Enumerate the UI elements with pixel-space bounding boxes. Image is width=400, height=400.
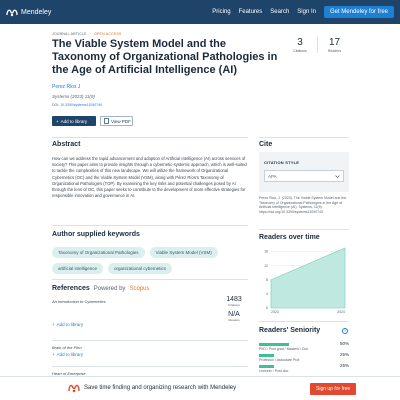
banner-text: Save time finding and organizing research with Mendeley (84, 385, 237, 391)
seniority-percent: 25% (339, 352, 349, 357)
x-tick-label: 2023 (271, 310, 279, 314)
reference-readers-label: Readers (228, 318, 240, 322)
seniority-bar (259, 354, 274, 357)
seniority-row (259, 354, 349, 362)
mendeley-logo[interactable] (6, 8, 51, 17)
abstract-heading: Abstract (52, 141, 81, 148)
reference-citation-label: Citations (228, 303, 240, 307)
open-access-badge: OPEN ACCESS (94, 32, 122, 36)
plus-icon: + (52, 322, 55, 327)
mendeley-logo-icon (68, 383, 80, 393)
plus-icon: + (52, 352, 55, 357)
add-to-library-label: Add to library (60, 118, 88, 124)
divider (52, 137, 248, 138)
reference-add-button[interactable] (52, 322, 248, 327)
keyword-list (52, 247, 248, 274)
reference-title[interactable]: Brain of the Firm (52, 345, 82, 350)
reference-citation-count: 1483 (226, 296, 242, 303)
cite-heading: Cite (259, 141, 273, 148)
readers-chart (259, 244, 349, 316)
doi-label: DOI: (52, 103, 60, 107)
reference-add-button[interactable] (52, 352, 248, 357)
divider (259, 321, 349, 322)
plus-icon: + (56, 118, 59, 124)
keywords-heading: Author supplied keywords (52, 231, 140, 238)
seniority-heading: Readers' Seniority (259, 327, 321, 334)
sign-up-button[interactable]: Sign up for free (310, 383, 356, 395)
reference-title[interactable]: Heart of Enterprise (52, 371, 86, 376)
seniority-row (259, 343, 349, 351)
chevron-down-icon (335, 175, 340, 178)
citations-stat (283, 37, 317, 53)
get-mendeley-button[interactable]: Get Mendeley for free (324, 6, 394, 18)
view-pdf-button[interactable] (100, 116, 133, 126)
seniority-row (259, 365, 349, 373)
citation-style-select[interactable] (264, 170, 344, 182)
article-meta: JOURNAL ARTICLE · OPEN ACCESS (52, 32, 122, 36)
powered-by-label: Powered by (93, 286, 126, 292)
references-title: References (52, 285, 90, 292)
doi-line (52, 103, 102, 107)
keyword-tag[interactable]: artificial intelligence (52, 263, 103, 274)
article-type: JOURNAL ARTICLE (52, 32, 87, 36)
nav-pricing[interactable]: Pricing (212, 9, 231, 15)
reference-item (52, 296, 248, 327)
keyword-tag[interactable]: Viable System Model (VSM) (150, 247, 218, 258)
nav-sign-in[interactable]: Sign In (297, 9, 316, 15)
reference-add-label: Add to library (56, 322, 84, 327)
add-to-library-button[interactable] (52, 116, 96, 126)
seniority-percent: 50% (339, 341, 349, 346)
y-tick-label: 8 (266, 277, 268, 282)
y-tick-label: 0 (266, 306, 268, 311)
keyword-tag[interactable]: organizational cybernetics (108, 263, 172, 274)
doi-link[interactable]: 10.3390/systems11090749 (60, 103, 102, 107)
top-navbar (0, 0, 400, 24)
readers-chart-heading: Readers over time (259, 234, 320, 241)
y-tick-label: 4 (266, 292, 268, 297)
article-stats (283, 37, 351, 53)
brand-name: Mendeley (21, 8, 52, 16)
scopus-link[interactable]: Scopus (129, 286, 150, 292)
readers-chart-svg (259, 244, 349, 316)
divider (52, 279, 248, 280)
seniority-label: Professor / Associate Prof. (259, 358, 301, 362)
seniority-label: PhD / Post grad / Masters / Doc (259, 347, 309, 351)
seniority-bar (259, 365, 274, 368)
keyword-tag[interactable]: Taxonomy of Organizational Pathologies (52, 247, 145, 258)
citation-style-label: CITATION STYLE (264, 160, 300, 165)
x-tick-label: 2024 (337, 310, 345, 314)
divider (52, 225, 248, 226)
mendeley-logo-icon (6, 8, 18, 17)
reference-readers-count: N/A (228, 311, 240, 318)
y-tick-label: 12 (264, 263, 268, 268)
reference-item (52, 345, 248, 357)
seniority-percent: 25% (339, 363, 349, 368)
readers-area-series (271, 248, 345, 308)
article-title: The Viable System Model and the Taxonomy of Organizational Pathologies in the Age of Artificial Intelligence (AI) (52, 38, 278, 76)
reference-readers (220, 311, 248, 322)
seniority-label: Lecturer / Post doc (259, 369, 289, 373)
seniority-bar (259, 343, 289, 346)
reference-title[interactable]: An Introduction to Cybernetics (52, 299, 106, 304)
divider (259, 229, 349, 230)
view-pdf-label: View PDF (111, 118, 131, 124)
citations-count: 3 (297, 37, 303, 48)
author-link[interactable]: Perez Rios J (52, 84, 81, 90)
citations-label: Citations (293, 49, 307, 53)
readers-label: Readers (327, 49, 342, 53)
nav-features[interactable]: Features (238, 9, 263, 15)
y-tick-label: 16 (264, 249, 268, 254)
reference-add-label: Add to library (56, 352, 84, 357)
divider (52, 340, 248, 341)
help-icon[interactable]: ? (343, 328, 347, 333)
divider (259, 137, 349, 138)
divider (52, 366, 248, 367)
citation-text: Perez Rios, J. (2023). The Viable System Model and the Taxonomy of Organizational Pathologies in the Age of Artificial Intelligence (AI). Systems, 11(9). https://doi.org/10.3390/systems11090749 (259, 196, 347, 214)
readers-stat (317, 37, 351, 53)
references-heading (52, 285, 149, 292)
signup-banner (0, 376, 400, 400)
article-actions (52, 116, 133, 126)
nav-search[interactable]: Search (270, 9, 290, 15)
readers-count: 17 (328, 37, 341, 48)
citation-style-value: APA (268, 173, 277, 179)
abstract-text: How can we address the rapid advancement and adoption of Artificial Intelligence (AI) across services of society? This paper aims to provide insights through a cybernetic-systemic approach, which is well-suited to tackle the complexities of this new landscape. We will utilize the framework of Organizational Cybernetics (OC) and the Viable System Model (VSM), along with Pérez Ríos's Taxonomy of Organizational Pathologies (TOP). By examining the key risks and potential challenges posed by AI through the lens of OC, this paper seeks to contribute to the development of more effective strategies for responsible innovation and governance in AI. (52, 156, 247, 199)
journal-info: Systems (2023) 11(9) (52, 94, 95, 99)
reference-citations (220, 296, 248, 307)
document-icon (104, 118, 109, 124)
